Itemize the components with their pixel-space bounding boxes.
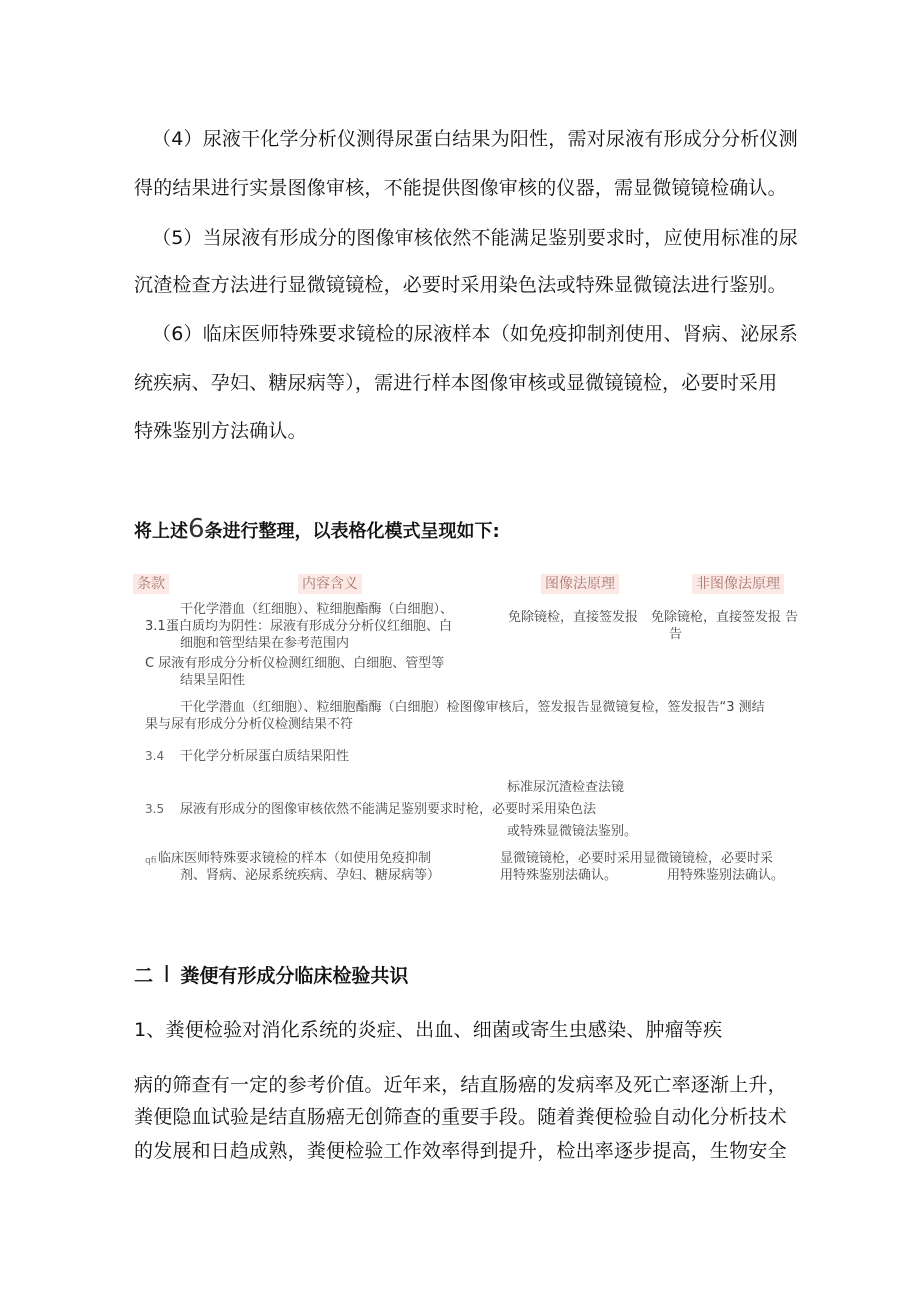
- row1-non-image-method-line-1: 免除镜枪，直接签发报 告: [651, 610, 799, 625]
- row4-content: 干化学分析尿蛋白质结果阳性: [180, 749, 350, 764]
- summary-heading-prefix: 将上述: [134, 521, 188, 542]
- section-2-line-2: 病的筛查有一定的参考价值。近年来，结直肠癌的发病率及死亡率逐渐上升，: [134, 1074, 787, 1096]
- summary-heading-suffix: 条进行整理，以表格化模式呈现如下:: [204, 521, 500, 542]
- row2-content-line-1: C 尿液有形成分分析仪检测红细胞、白细胞、管型等: [145, 656, 445, 671]
- para-5-line-2: 沉渣检查方法进行显微镜镜检，必要时采用染色法或特殊显微镜法进行鉴别。: [134, 274, 787, 296]
- row6-image-method-line-2: 用特殊鉴别法确认。: [500, 868, 618, 883]
- table-header-clause: 条款: [133, 574, 169, 594]
- row5-clause-number: 3.5: [145, 802, 165, 816]
- table-header-meaning: 内容含义: [298, 574, 362, 594]
- section-2-title: 粪便有形成分临床检验共识: [180, 965, 409, 987]
- para-4-line-1: （4）尿液干化学分析仪测得尿蛋白结果为阳性，需对尿液有形成分分析仪测: [152, 128, 798, 150]
- row5-content: 尿液有形成分的图像审核依然不能满足鉴别要求时枪，必要时采用染色法: [180, 802, 597, 817]
- table-header-image-method: 图像法原理: [541, 574, 619, 594]
- section-2-heading: [134, 961, 408, 988]
- summary-heading: [134, 514, 500, 544]
- row6-content-line-1: 临床医师特殊要求镜检的样本（如使用免疫抑制: [158, 851, 432, 866]
- row3-content-line-1: 干化学潜血（红细胞）、粒细胞酯酶（白细胞）检图像审核后，签发报告显微镜复检，签发报告“3 测结: [180, 700, 765, 715]
- row1-content-line-2: 蛋白质均为阴性：尿液有形成分分析仪红细胞、白: [166, 619, 453, 634]
- row2-content-line-2: 结果呈阳性: [180, 673, 246, 688]
- para-5-line-1: （5）当尿液有形成分的图像审核依然不能满足鉴别要求时，应使用标准的尿: [152, 227, 798, 249]
- row1-image-method: 免除镜检，直接签发报: [508, 610, 639, 625]
- para-6-line-2: 统疾病、孕妇、糖尿病等），需进行样本图像审核或显微镜镜检，必要时采用: [134, 372, 778, 394]
- row1-non-image-method-line-2: 告: [669, 627, 683, 642]
- section-2-number: 二: [134, 965, 154, 987]
- para-6-line-1: （6）临床医师特殊要求镜检的尿液样本（如免疫抑制剂使用、肾病、泌尿系: [152, 323, 798, 345]
- table-header-non-image-method: 非图像法原理: [692, 574, 784, 594]
- row1-clause-number: 3.1: [145, 619, 166, 634]
- row1-content-line-3: 细胞和管型结果在参考范围内: [180, 636, 350, 651]
- row6-non-image-method-line-2: 用特殊鉴别法确认。: [667, 868, 785, 883]
- row1-content-line-1: 干化学潜血（红细胞）、粒细胞酯酶（白细胞）、: [180, 602, 454, 617]
- row6-image-method-line-1: 显微镜镜枪，必要时采用显微镜镜检，必要时采: [500, 851, 774, 866]
- row6-content-line-2: 剂、肾病、泌尿系统疾病、孕妇、糖尿病等）: [180, 868, 441, 883]
- section-2-line-4: 的发展和日趋成熟，粪便检验工作效率得到提升，检出率逐步提高，生物安全: [134, 1140, 787, 1162]
- summary-heading-number: 6: [188, 514, 205, 544]
- row3-content-line-2: 果与尿有形成分分析仪检测结果不符: [145, 717, 354, 732]
- row5-image-method-top: 标准尿沉渣检查法镜: [507, 780, 625, 795]
- para-6-line-3: 特殊鉴别方法确认。: [134, 420, 307, 442]
- section-2-divider: l: [163, 963, 170, 988]
- row6-clause-number: qfi: [145, 856, 157, 866]
- row4-clause-number: 3.4: [145, 749, 165, 763]
- section-2-line-3: 粪便隐血试验是结直肠癌无创筛查的重要手段。随着粪便检验自动化分析技术: [134, 1106, 787, 1128]
- para-4-line-2: 得的结果进行实景图像审核，不能提供图像审核的仪器，需显微镜镜检确认。: [134, 177, 787, 199]
- row5-image-method-bottom: 或特殊显微镜法鉴别。: [507, 824, 638, 839]
- section-2-item-1: 1、粪便检验对消化系统的炎症、出血、细菌或寄生虫感染、肿瘤等疾: [134, 1019, 723, 1041]
